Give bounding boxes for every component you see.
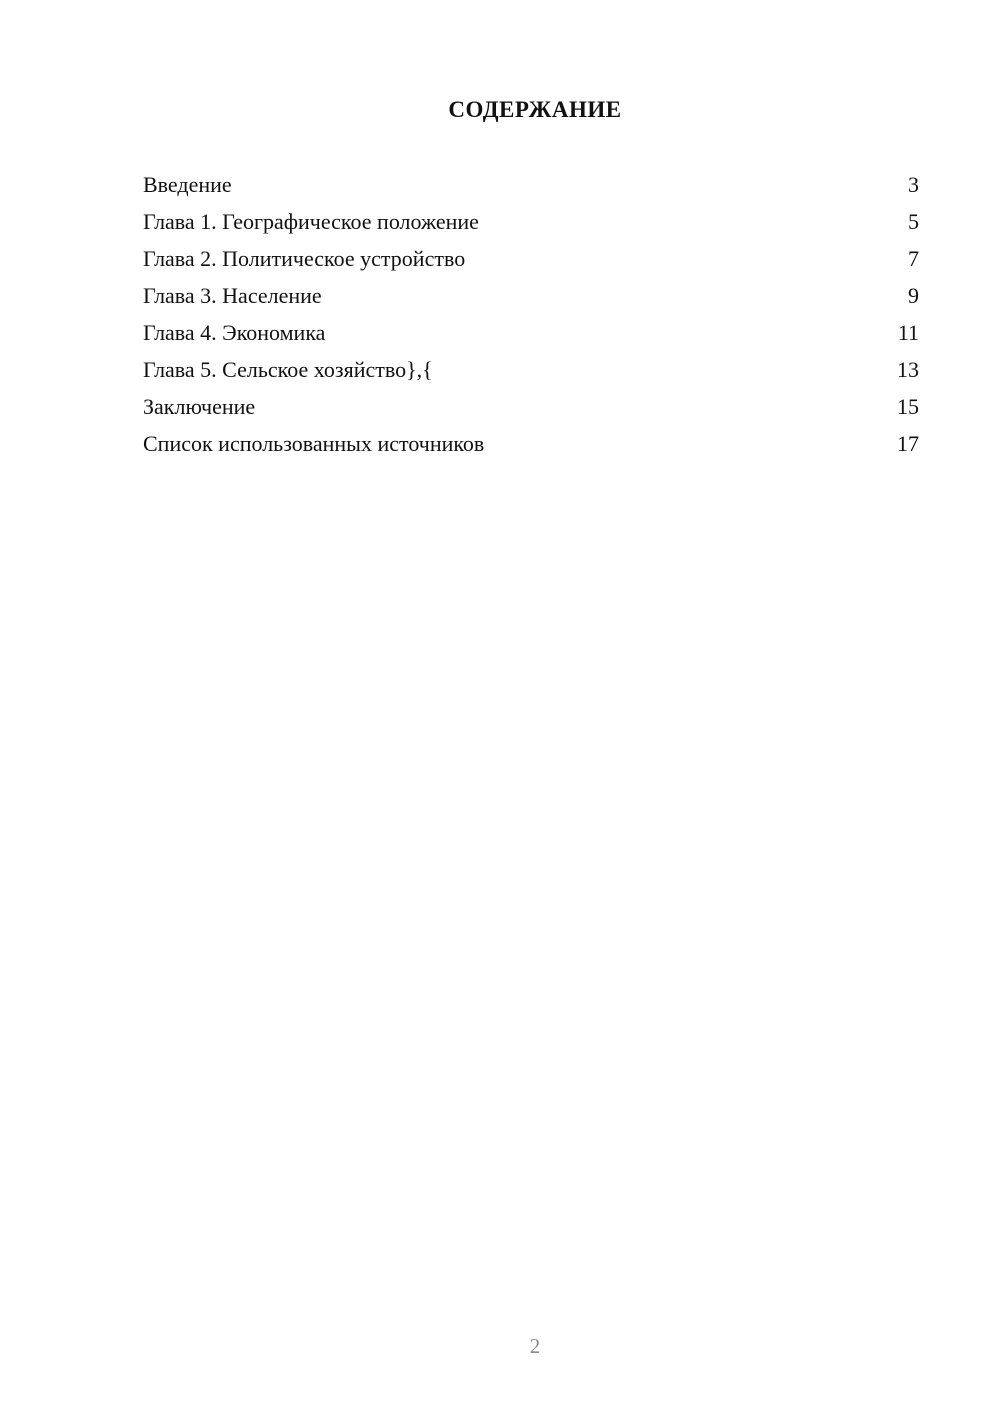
toc-entry-label: Глава 2. Политическое устройство [143, 246, 466, 271]
toc-entry-page: 5 [908, 209, 919, 234]
toc-entry-references[interactable] [143, 429, 919, 466]
toc-entry-label: Заключение [143, 394, 256, 419]
toc-entry-label: Глава 3. Население [143, 283, 322, 308]
toc-entry-page: 15 [897, 394, 919, 419]
toc-entry-page: 7 [908, 246, 919, 271]
toc-entry-label: Глава 4. Экономика [143, 320, 326, 345]
toc-entry-label: Глава 5. Сельское хозяйство},{ [143, 357, 433, 382]
toc-entry-page: 9 [908, 283, 919, 308]
toc-entry-chapter-1[interactable] [143, 207, 919, 244]
toc-entry-page: 3 [908, 172, 919, 197]
toc-entry-chapter-2[interactable] [143, 244, 919, 281]
page-number: 2 [529, 1334, 541, 1358]
toc-entry-label: Глава 1. Географическое положение [143, 209, 479, 234]
toc-entry-chapter-4[interactable] [143, 318, 919, 355]
toc-entry-label: Введение [143, 172, 232, 197]
toc-entry-chapter-3[interactable] [143, 281, 919, 318]
toc-entry-conclusion[interactable] [143, 392, 919, 429]
toc-entry-introduction[interactable] [143, 170, 919, 207]
toc-entry-page: 17 [897, 431, 919, 456]
toc-entry-page: 13 [897, 357, 919, 382]
toc-entry-label: Список использованных источников [143, 431, 485, 456]
table-of-contents [143, 170, 919, 466]
toc-entry-chapter-5[interactable] [143, 355, 919, 392]
toc-entry-page: 11 [897, 320, 919, 345]
page-title: СОДЕРЖАНИЕ [448, 97, 622, 122]
